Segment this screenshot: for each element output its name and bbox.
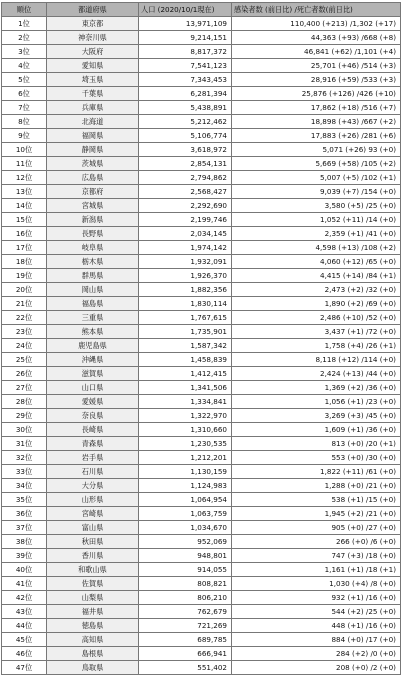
- table-row: [2, 451, 401, 465]
- cases-deaths-cell: 1,056 (+1) /23 (+0): [232, 395, 401, 409]
- prefecture-cell: 徳島県: [47, 619, 139, 633]
- cases-deaths-cell: 3,437 (+1) /72 (+0): [232, 325, 401, 339]
- population-cell: 2,794,862: [139, 171, 232, 185]
- rank-cell: 33位: [2, 465, 47, 479]
- table-row: [2, 661, 401, 675]
- table-header: [2, 3, 401, 17]
- prefecture-cell: 岩手県: [47, 451, 139, 465]
- cases-deaths-cell: 2,486 (+10) /52 (+0): [232, 311, 401, 325]
- cases-deaths-cell: 4,060 (+12) /65 (+0): [232, 255, 401, 269]
- cases-deaths-cell: 5,007 (+5) /102 (+1): [232, 171, 401, 185]
- cases-deaths-cell: 538 (+1) /15 (+0): [232, 493, 401, 507]
- prefecture-cell: 大分県: [47, 479, 139, 493]
- rank-cell: 45位: [2, 633, 47, 647]
- prefecture-cell: 長野県: [47, 227, 139, 241]
- table-row: [2, 507, 401, 521]
- cases-deaths-cell: 4,415 (+14) /84 (+1): [232, 269, 401, 283]
- rank-cell: 26位: [2, 367, 47, 381]
- rank-cell: 27位: [2, 381, 47, 395]
- header-cases-deaths: 感染者数 (前日比) /死亡者数(前日比): [232, 3, 401, 17]
- population-cell: 1,412,415: [139, 367, 232, 381]
- table-row: [2, 269, 401, 283]
- population-cell: 721,269: [139, 619, 232, 633]
- table-row: [2, 339, 401, 353]
- cases-deaths-cell: 1,822 (+11) /61 (+0): [232, 465, 401, 479]
- table-row: [2, 325, 401, 339]
- rank-cell: 28位: [2, 395, 47, 409]
- covid-prefecture-table: [1, 2, 401, 675]
- cases-deaths-cell: 1,369 (+2) /36 (+0): [232, 381, 401, 395]
- cases-deaths-cell: 18,898 (+43) /667 (+2): [232, 115, 401, 129]
- prefecture-cell: 新潟県: [47, 213, 139, 227]
- prefecture-cell: 奈良県: [47, 409, 139, 423]
- cases-deaths-cell: 28,916 (+59) /533 (+3): [232, 73, 401, 87]
- prefecture-cell: 青森県: [47, 437, 139, 451]
- population-cell: 3,618,972: [139, 143, 232, 157]
- population-cell: 1,130,159: [139, 465, 232, 479]
- cases-deaths-cell: 905 (+0) /27 (+0): [232, 521, 401, 535]
- table-row: [2, 157, 401, 171]
- prefecture-cell: 埼玉県: [47, 73, 139, 87]
- rank-cell: 29位: [2, 409, 47, 423]
- rank-cell: 5位: [2, 73, 47, 87]
- prefecture-cell: 静岡県: [47, 143, 139, 157]
- table-row: [2, 549, 401, 563]
- population-cell: 1,341,506: [139, 381, 232, 395]
- table-row: [2, 409, 401, 423]
- cases-deaths-cell: 17,862 (+18) /516 (+7): [232, 101, 401, 115]
- prefecture-cell: 北海道: [47, 115, 139, 129]
- prefecture-cell: 兵庫県: [47, 101, 139, 115]
- population-cell: 2,854,131: [139, 157, 232, 171]
- rank-cell: 8位: [2, 115, 47, 129]
- prefecture-table-container: [1, 2, 401, 675]
- prefecture-cell: 愛知県: [47, 59, 139, 73]
- rank-cell: 25位: [2, 353, 47, 367]
- table-row: [2, 367, 401, 381]
- prefecture-cell: 東京都: [47, 17, 139, 31]
- table-row: [2, 17, 401, 31]
- cases-deaths-cell: 932 (+1) /16 (+0): [232, 591, 401, 605]
- population-cell: 9,214,151: [139, 31, 232, 45]
- rank-cell: 3位: [2, 45, 47, 59]
- table-row: [2, 493, 401, 507]
- rank-cell: 21位: [2, 297, 47, 311]
- table-row: [2, 577, 401, 591]
- table-row: [2, 241, 401, 255]
- prefecture-cell: 山口県: [47, 381, 139, 395]
- rank-cell: 20位: [2, 283, 47, 297]
- prefecture-cell: 沖縄県: [47, 353, 139, 367]
- table-row: [2, 465, 401, 479]
- population-cell: 2,568,427: [139, 185, 232, 199]
- prefecture-cell: 滋賀県: [47, 367, 139, 381]
- prefecture-cell: 福島県: [47, 297, 139, 311]
- population-cell: 666,941: [139, 647, 232, 661]
- header-rank: 順位: [2, 3, 47, 17]
- population-cell: 5,106,774: [139, 129, 232, 143]
- population-cell: 1,322,970: [139, 409, 232, 423]
- prefecture-cell: 石川県: [47, 465, 139, 479]
- cases-deaths-cell: 1,758 (+4) /26 (+1): [232, 339, 401, 353]
- prefecture-cell: 広島県: [47, 171, 139, 185]
- prefecture-cell: 栃木県: [47, 255, 139, 269]
- rank-cell: 32位: [2, 451, 47, 465]
- population-cell: 1,932,091: [139, 255, 232, 269]
- cases-deaths-cell: 2,424 (+13) /44 (+0): [232, 367, 401, 381]
- cases-deaths-cell: 17,883 (+26) /281 (+6): [232, 129, 401, 143]
- rank-cell: 36位: [2, 507, 47, 521]
- cases-deaths-cell: 884 (+0) /17 (+0): [232, 633, 401, 647]
- table-row: [2, 647, 401, 661]
- rank-cell: 24位: [2, 339, 47, 353]
- rank-cell: 9位: [2, 129, 47, 143]
- table-row: [2, 129, 401, 143]
- rank-cell: 12位: [2, 171, 47, 185]
- header-prefecture: 都道府県: [47, 3, 139, 17]
- rank-cell: 37位: [2, 521, 47, 535]
- table-row: [2, 199, 401, 213]
- cases-deaths-cell: 5,071 (+26) 93 (+0): [232, 143, 401, 157]
- table-row: [2, 143, 401, 157]
- population-cell: 1,124,983: [139, 479, 232, 493]
- population-cell: 1,974,142: [139, 241, 232, 255]
- population-cell: 914,055: [139, 563, 232, 577]
- table-row: [2, 227, 401, 241]
- rank-cell: 18位: [2, 255, 47, 269]
- table-row: [2, 423, 401, 437]
- population-cell: 1,882,356: [139, 283, 232, 297]
- cases-deaths-cell: 8,118 (+12) /114 (+0): [232, 353, 401, 367]
- population-cell: 5,438,891: [139, 101, 232, 115]
- rank-cell: 22位: [2, 311, 47, 325]
- rank-cell: 42位: [2, 591, 47, 605]
- cases-deaths-cell: 1,609 (+1) /36 (+0): [232, 423, 401, 437]
- population-cell: 1,926,370: [139, 269, 232, 283]
- prefecture-cell: 岡山県: [47, 283, 139, 297]
- population-cell: 1,458,839: [139, 353, 232, 367]
- prefecture-cell: 鹿児島県: [47, 339, 139, 353]
- prefecture-cell: 和歌山県: [47, 563, 139, 577]
- population-cell: 689,785: [139, 633, 232, 647]
- table-row: [2, 31, 401, 45]
- table-row: [2, 395, 401, 409]
- rank-cell: 47位: [2, 661, 47, 675]
- cases-deaths-cell: 9,039 (+7) /154 (+0): [232, 185, 401, 199]
- header-row: [2, 3, 401, 17]
- table-row: [2, 605, 401, 619]
- rank-cell: 44位: [2, 619, 47, 633]
- population-cell: 1,735,901: [139, 325, 232, 339]
- rank-cell: 35位: [2, 493, 47, 507]
- rank-cell: 17位: [2, 241, 47, 255]
- table-row: [2, 101, 401, 115]
- population-cell: 1,230,535: [139, 437, 232, 451]
- rank-cell: 16位: [2, 227, 47, 241]
- population-cell: 2,292,690: [139, 199, 232, 213]
- rank-cell: 15位: [2, 213, 47, 227]
- cases-deaths-cell: 46,841 (+62) /1,101 (+4): [232, 45, 401, 59]
- table-row: [2, 633, 401, 647]
- table-row: [2, 353, 401, 367]
- population-cell: 13,971,109: [139, 17, 232, 31]
- prefecture-cell: 山形県: [47, 493, 139, 507]
- population-cell: 1,063,759: [139, 507, 232, 521]
- cases-deaths-cell: 25,701 (+46) /514 (+3): [232, 59, 401, 73]
- cases-deaths-cell: 1,161 (+1) /18 (+1): [232, 563, 401, 577]
- rank-cell: 39位: [2, 549, 47, 563]
- cases-deaths-cell: 1,890 (+2) /69 (+0): [232, 297, 401, 311]
- cases-deaths-cell: 5,669 (+58) /105 (+2): [232, 157, 401, 171]
- population-cell: 1,064,954: [139, 493, 232, 507]
- population-cell: 1,587,342: [139, 339, 232, 353]
- cases-deaths-cell: 266 (+0) /6 (+0): [232, 535, 401, 549]
- population-cell: 762,679: [139, 605, 232, 619]
- header-population: 人口 (2020/10/1現在): [139, 3, 232, 17]
- cases-deaths-cell: 448 (+1) /16 (+0): [232, 619, 401, 633]
- prefecture-cell: 千葉県: [47, 87, 139, 101]
- rank-cell: 30位: [2, 423, 47, 437]
- prefecture-cell: 福井県: [47, 605, 139, 619]
- rank-cell: 19位: [2, 269, 47, 283]
- table-row: [2, 185, 401, 199]
- cases-deaths-cell: 3,269 (+3) /45 (+0): [232, 409, 401, 423]
- cases-deaths-cell: 1,052 (+11) /14 (+0): [232, 213, 401, 227]
- prefecture-cell: 富山県: [47, 521, 139, 535]
- prefecture-cell: 長崎県: [47, 423, 139, 437]
- table-row: [2, 591, 401, 605]
- population-cell: 6,281,394: [139, 87, 232, 101]
- cases-deaths-cell: 1,288 (+0) /21 (+0): [232, 479, 401, 493]
- rank-cell: 10位: [2, 143, 47, 157]
- table-row: [2, 255, 401, 269]
- rank-cell: 23位: [2, 325, 47, 339]
- cases-deaths-cell: 208 (+0) /2 (+0): [232, 661, 401, 675]
- table-row: [2, 283, 401, 297]
- table-row: [2, 521, 401, 535]
- table-row: [2, 115, 401, 129]
- rank-cell: 11位: [2, 157, 47, 171]
- cases-deaths-cell: 1,030 (+4) /8 (+0): [232, 577, 401, 591]
- population-cell: 1,830,114: [139, 297, 232, 311]
- rank-cell: 2位: [2, 31, 47, 45]
- prefecture-cell: 秋田県: [47, 535, 139, 549]
- cases-deaths-cell: 3,580 (+5) /25 (+0): [232, 199, 401, 213]
- population-cell: 551,402: [139, 661, 232, 675]
- table-row: [2, 213, 401, 227]
- table-row: [2, 87, 401, 101]
- population-cell: 1,034,670: [139, 521, 232, 535]
- prefecture-cell: 福岡県: [47, 129, 139, 143]
- cases-deaths-cell: 110,400 (+213) /1,302 (+17): [232, 17, 401, 31]
- population-cell: 2,034,145: [139, 227, 232, 241]
- table-row: [2, 171, 401, 185]
- prefecture-cell: 佐賀県: [47, 577, 139, 591]
- cases-deaths-cell: 553 (+0) /30 (+0): [232, 451, 401, 465]
- rank-cell: 7位: [2, 101, 47, 115]
- cases-deaths-cell: 2,473 (+2) /32 (+0): [232, 283, 401, 297]
- population-cell: 808,821: [139, 577, 232, 591]
- population-cell: 1,310,660: [139, 423, 232, 437]
- prefecture-cell: 三重県: [47, 311, 139, 325]
- table-row: [2, 45, 401, 59]
- table-row: [2, 563, 401, 577]
- population-cell: 1,334,841: [139, 395, 232, 409]
- rank-cell: 14位: [2, 199, 47, 213]
- rank-cell: 38位: [2, 535, 47, 549]
- table-row: [2, 311, 401, 325]
- cases-deaths-cell: 284 (+2) /0 (+0): [232, 647, 401, 661]
- table-row: [2, 619, 401, 633]
- table-body: [2, 17, 401, 675]
- rank-cell: 43位: [2, 605, 47, 619]
- table-row: [2, 297, 401, 311]
- rank-cell: 46位: [2, 647, 47, 661]
- rank-cell: 31位: [2, 437, 47, 451]
- rank-cell: 40位: [2, 563, 47, 577]
- prefecture-cell: 群馬県: [47, 269, 139, 283]
- prefecture-cell: 鳥取県: [47, 661, 139, 675]
- prefecture-cell: 香川県: [47, 549, 139, 563]
- table-row: [2, 73, 401, 87]
- population-cell: 8,817,372: [139, 45, 232, 59]
- cases-deaths-cell: 44,363 (+93) /668 (+8): [232, 31, 401, 45]
- table-row: [2, 59, 401, 73]
- prefecture-cell: 京都府: [47, 185, 139, 199]
- cases-deaths-cell: 4,598 (+13) /108 (+2): [232, 241, 401, 255]
- prefecture-cell: 島根県: [47, 647, 139, 661]
- prefecture-cell: 熊本県: [47, 325, 139, 339]
- population-cell: 1,212,201: [139, 451, 232, 465]
- prefecture-cell: 茨城県: [47, 157, 139, 171]
- population-cell: 7,343,453: [139, 73, 232, 87]
- cases-deaths-cell: 25,876 (+126) /426 (+10): [232, 87, 401, 101]
- prefecture-cell: 高知県: [47, 633, 139, 647]
- population-cell: 948,801: [139, 549, 232, 563]
- prefecture-cell: 神奈川県: [47, 31, 139, 45]
- prefecture-cell: 愛媛県: [47, 395, 139, 409]
- population-cell: 1,767,615: [139, 311, 232, 325]
- rank-cell: 41位: [2, 577, 47, 591]
- prefecture-cell: 岐阜県: [47, 241, 139, 255]
- cases-deaths-cell: 1,945 (+2) /21 (+0): [232, 507, 401, 521]
- prefecture-cell: 大阪府: [47, 45, 139, 59]
- population-cell: 5,212,462: [139, 115, 232, 129]
- rank-cell: 1位: [2, 17, 47, 31]
- population-cell: 806,210: [139, 591, 232, 605]
- population-cell: 7,541,123: [139, 59, 232, 73]
- prefecture-cell: 山梨県: [47, 591, 139, 605]
- cases-deaths-cell: 544 (+2) /25 (+0): [232, 605, 401, 619]
- prefecture-cell: 宮崎県: [47, 507, 139, 521]
- rank-cell: 13位: [2, 185, 47, 199]
- cases-deaths-cell: 2,359 (+1) /41 (+0): [232, 227, 401, 241]
- rank-cell: 6位: [2, 87, 47, 101]
- table-row: [2, 479, 401, 493]
- cases-deaths-cell: 747 (+3) /18 (+0): [232, 549, 401, 563]
- population-cell: 952,069: [139, 535, 232, 549]
- population-cell: 2,199,746: [139, 213, 232, 227]
- cases-deaths-cell: 813 (+0) /20 (+1): [232, 437, 401, 451]
- table-row: [2, 437, 401, 451]
- rank-cell: 34位: [2, 479, 47, 493]
- table-row: [2, 535, 401, 549]
- prefecture-cell: 宮城県: [47, 199, 139, 213]
- table-row: [2, 381, 401, 395]
- rank-cell: 4位: [2, 59, 47, 73]
